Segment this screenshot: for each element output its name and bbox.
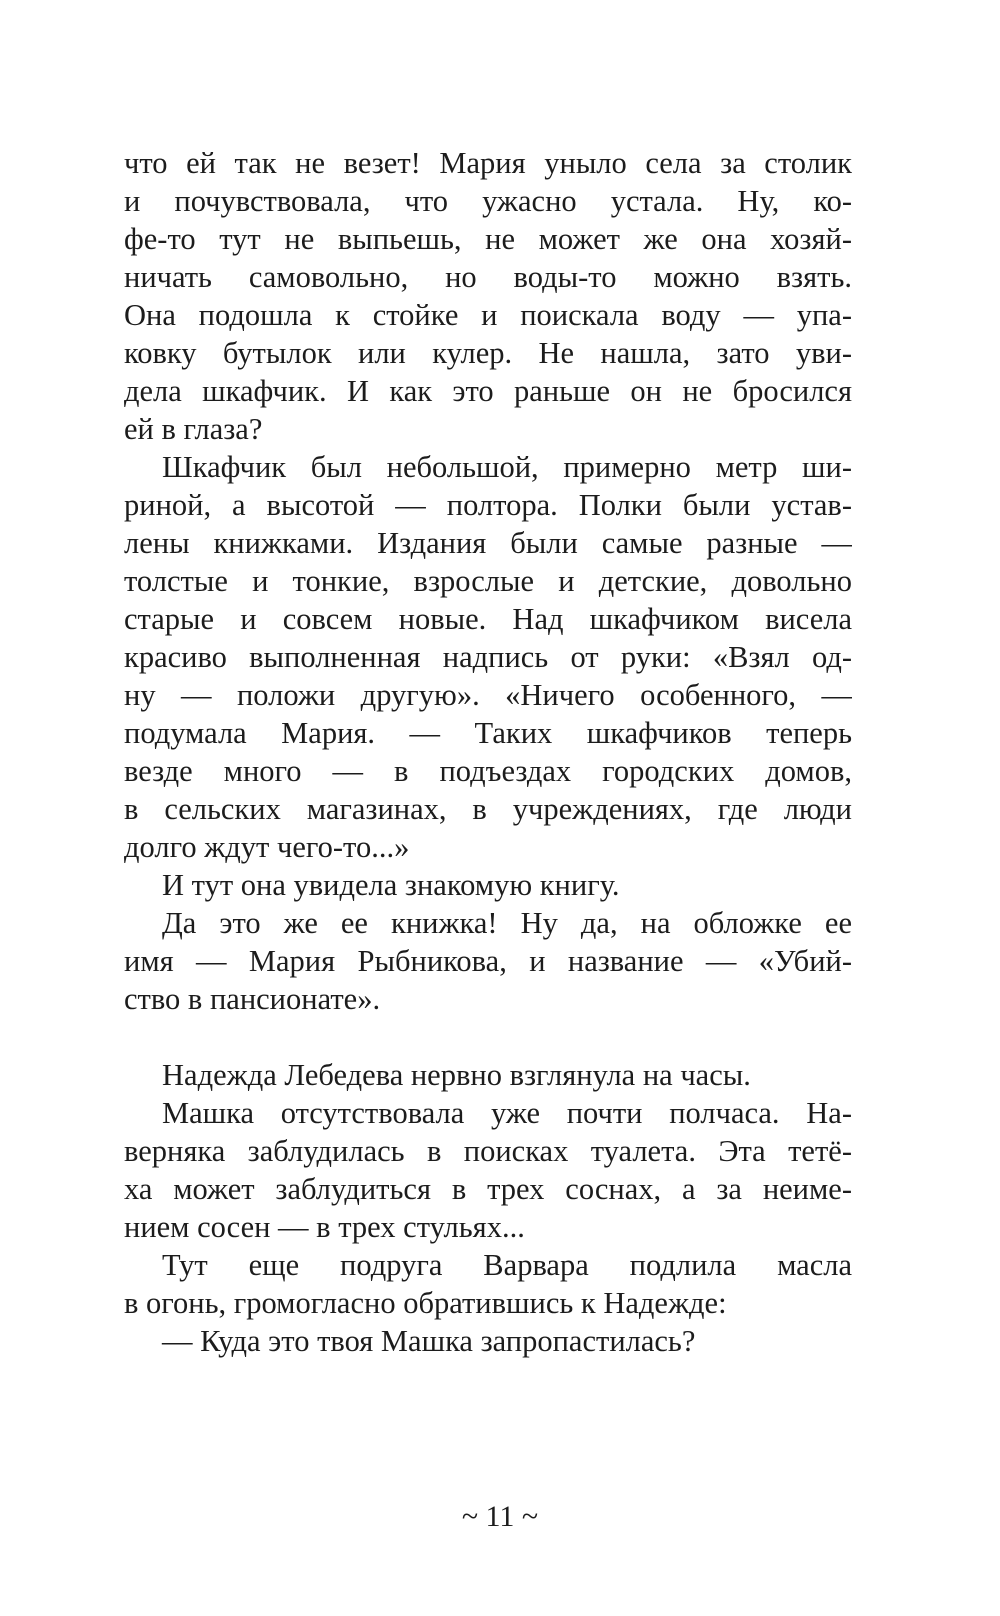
text-line: в огонь, громогласно обратившись к Надежде: <box>124 1286 727 1320</box>
section-break <box>124 1018 852 1056</box>
text-line: в сельских магазинах, в учреждениях, где люди <box>124 792 852 826</box>
text-line: что ей так не везет! Мария уныло села за столик <box>124 146 852 180</box>
text-line: ковку бутылок или кулер. Не нашла, зато уви- <box>124 336 852 370</box>
text-line: нием сосен — в трех стульях... <box>124 1210 525 1244</box>
text-line: И тут она увидела знакомую книгу. <box>162 868 620 902</box>
text-line: Она подошла к стойке и поискала воду — упа- <box>124 298 852 332</box>
text-line: ничать самовольно, но воды-то можно взять. <box>124 260 852 294</box>
text-line: — Куда это твоя Машка запропастилась? <box>162 1324 696 1358</box>
text-line: толстые и тонкие, взрослые и детские, довольно <box>124 564 852 598</box>
text-line: имя — Мария Рыбникова, и название — «Убий- <box>124 944 852 978</box>
text-line: везде много — в подъездах городских домов, <box>124 754 852 788</box>
text-line: и почувствовала, что ужасно устала. Ну, ко- <box>124 184 852 218</box>
text-line: Шкафчик был небольшой, примерно метр ши- <box>162 450 852 484</box>
text-line: Тут еще подруга Варвара подлила масла <box>162 1248 852 1282</box>
text-line: подумала Мария. — Таких шкафчиков теперь <box>124 716 852 750</box>
text-line: фе-то тут не выпьешь, не может же она хозяй- <box>124 222 852 256</box>
text-line: старые и совсем новые. Над шкафчиком висела <box>124 602 852 636</box>
text-line: риной, а высотой — полтора. Полки были устав- <box>124 488 852 522</box>
text-line: ей в глаза? <box>124 412 263 446</box>
text-line: лены книжками. Издания были самые разные — <box>124 526 852 560</box>
page-number: ~ 11 ~ <box>461 1500 539 1533</box>
text-line: дела шкафчик. И как это раньше он не бросился <box>124 374 852 408</box>
text-line: красиво выполненная надпись от руки: «Взял од- <box>124 640 852 674</box>
text-line: долго ждут чего-то...» <box>124 830 410 864</box>
text-line: ство в пансионате». <box>124 982 381 1016</box>
text-line: верняка заблудилась в поисках туалета. Эта тетё- <box>124 1134 852 1168</box>
text-line: Машка отсутствовала уже почти полчаса. На- <box>162 1096 852 1130</box>
text-line: Да это же ее книжка! Ну да, на обложке ее <box>162 906 852 940</box>
text-line: ха может заблудиться в трех соснах, а за неиме- <box>124 1172 852 1206</box>
page-text-block <box>124 144 852 1360</box>
text-line: ну — положи другую». «Ничего особенного, — <box>124 678 852 712</box>
text-line: Надежда Лебедева нервно взглянула на часы. <box>162 1058 751 1092</box>
